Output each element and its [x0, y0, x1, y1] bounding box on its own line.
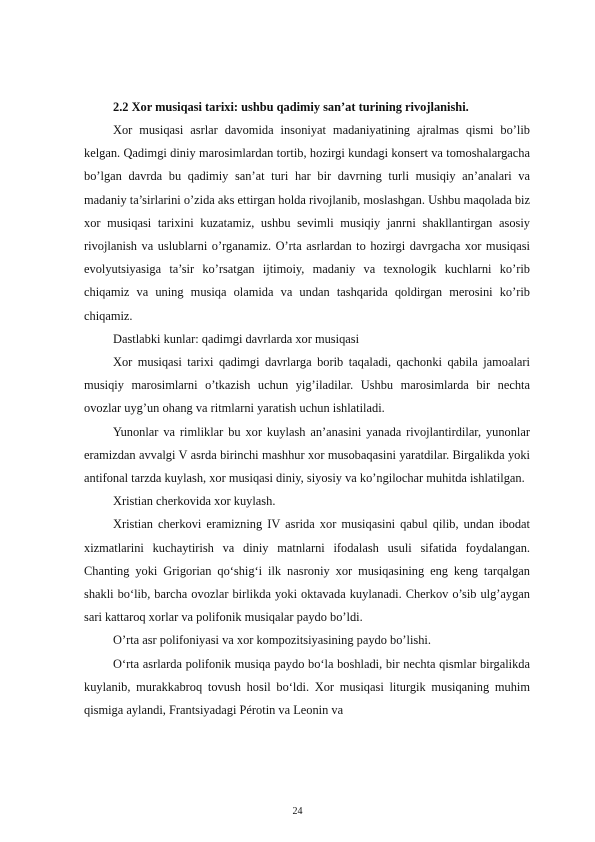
- page-number: 24: [292, 806, 303, 817]
- subheading-early-days: Dastlabki kunlar: qadimgi davrlarda xor musiqasi: [113, 331, 360, 346]
- paragraph-christian-church: Xristian cherkovi eramizning IV asrida xor musiqasini qabul qilib, undan ibodat xizmatlarini kuchaytirish va diniy matnlarni ifodalash usuli sifatida foydalangan. Chanting yoki Grigorian qo‘shig‘i ilk nasroniy xor musiqasining eng keng tarqalgan shakli bo‘lib, barcha ovozlar birlikda yoki oktavada kuylanadi. Cherkov o’sib ulg’aygan sari kattaroq xorlar va polifonik musiqalar paydo bo’ldi.: [84, 517, 530, 625]
- section-heading: 2.2 Xor musiqasi tarixi: ushbu qadimiy san’at turining rivojlanishi.: [113, 100, 469, 114]
- paragraph-greeks-romans: Yunonlar va rimliklar bu xor kuylash an’anasini yanada rivojlantirdilar, yunonlar eramizdan avvalgi V asrda birinchi mashhur xor musobaqasini yaratdilar. Birgalikda yoki antifonal tarzda kuylash, xor musiqasi diniy, siyosiy va ko’ngilochar muhitda ishlatilgan.: [84, 424, 530, 486]
- paragraph-medieval-polyphony: O‘rta asrlarda polifonik musiqa paydo bo‘la boshladi, bir nechta qismlar birgalikda kuylanib, murakkabroq tovush hosil bo‘ldi. Xor musiqasi liturgik musiqaning muhim qismiga aylandi, Frantsiyadagi Pérotin va Leonin va: [84, 656, 530, 718]
- subheading-medieval-polyphony: O’rta asr polifoniyasi va xor kompozitsiyasining paydo bo’lishi.: [113, 633, 431, 648]
- paragraph-ancient-origins: Xor musiqasi tarixi qadimgi davrlarga borib taqaladi, qachonki qabila jamoalari musiqiy marosimlarni o’tkazish uchun yig’iladilar. Ushbu marosimlarda bir nechta ovozlar uyg’un ohang va ritmlarni yaratish uchun ishlatiladi.: [84, 355, 530, 416]
- subheading-christian-church: Xristian cherkovida xor kuylash.: [113, 494, 276, 509]
- paragraph-intro: Xor musiqasi asrlar davomida insoniyat madaniyatining ajralmas qismi bo’lib kelgan. Qadimgi diniy marosimlardan tortib, hozirgi kundagi konsert va tomoshalargacha bo’lgan davrda bu qadimiy san’at turi har bir davrning turli musiqiy an’analari va madaniy ta’sirlarini o’zida aks ettirgan holda rivojlanib, moslashgan. Ushbu maqolada biz xor musiqasi tarixini kuzatamiz, ushbu sevimli musiqiy janrni shakllantirgan asosiy rivojlanish va uslublarni o’rganamiz. O’rta asrlardan to hozirgi davrgacha xor musiqasi evolyutsiyasiga ta’sir ko’rsatgan ijtimoiy, madaniy va texnologik kuchlarni ko’rib chiqamiz va uning musiqa olamida va undan tashqarida qoldirgan merosini ko’rib chiqamiz.: [84, 123, 530, 323]
- page-content: [84, 96, 530, 722]
